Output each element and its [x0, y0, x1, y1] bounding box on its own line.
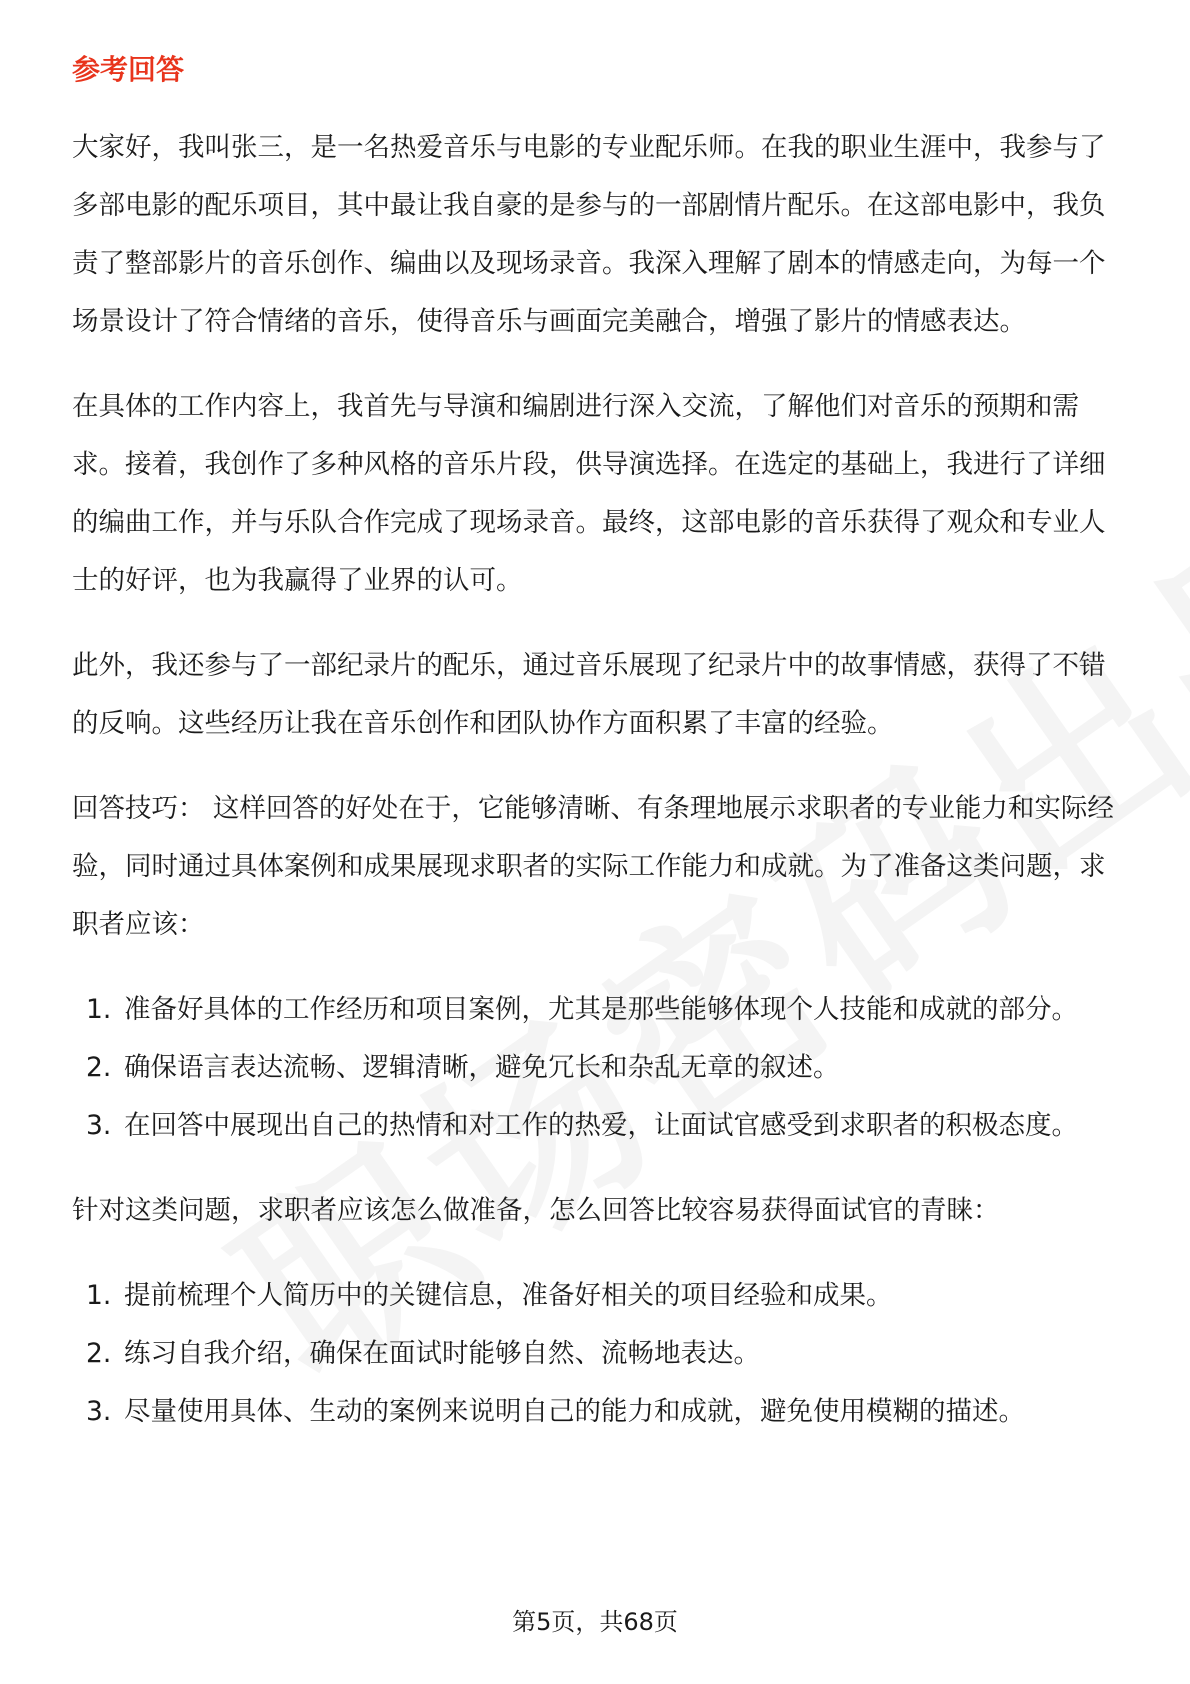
- list-item-number: 3.: [86, 1396, 112, 1427]
- list-item-text: 确保语言表达流畅、逻辑清晰，避免冗长和杂乱无章的叙述。: [124, 1052, 840, 1083]
- list-item-number: 1.: [86, 1280, 112, 1311]
- list-item: [72, 1097, 1124, 1155]
- list-item-number: 2.: [86, 1338, 112, 1369]
- list-item-text: 提前梳理个人简历中的关键信息，准备好相关的项目经验和成果。: [124, 1280, 893, 1311]
- list-item: [72, 1039, 1124, 1097]
- list-item: [72, 1325, 1124, 1383]
- page-number: 第5页，共68页: [512, 1608, 678, 1636]
- list-item-number: 2.: [86, 1052, 112, 1083]
- tips-list: [72, 981, 1124, 1155]
- paragraph-work-content: 在具体的工作内容上，我首先与导演和编剧进行深入交流，了解他们对音乐的预期和需求。接着，我创作了多种风格的音乐片段，供导演选择。在选定的基础上，我进行了详细的编曲工作，并与乐队合作完成了现场录音。最终，这部电影的音乐获得了观众和专业人士的好评，也为我赢得了业界的认可。: [72, 391, 1106, 596]
- list-item: [72, 1267, 1124, 1325]
- list-item-number: 1.: [86, 994, 112, 1025]
- list-item-text: 尽量使用具体、生动的案例来说明自己的能力和成就，避免使用模糊的描述。: [124, 1396, 1025, 1427]
- list-item: [72, 1383, 1124, 1441]
- paragraph-preparation: 针对这类问题，求职者应该怎么做准备，怎么回答比较容易获得面试官的青睐：: [72, 1195, 1000, 1226]
- preparation-list: [72, 1267, 1124, 1441]
- list-item-number: 3.: [86, 1110, 112, 1141]
- list-item-text: 准备好具体的工作经历和项目案例，尤其是那些能够体现个人技能和成就的部分。: [124, 994, 1078, 1025]
- list-item: [72, 981, 1124, 1039]
- section-heading: 参考回答: [72, 53, 185, 86]
- paragraph-intro: 大家好，我叫张三，是一名热爱音乐与电影的专业配乐师。在我的职业生涯中，我参与了多部电影的配乐项目，其中最让我自豪的是参与的一部剧情片配乐。在这部电影中，我负责了整部影片的音乐创作、编曲以及现场录音。我深入理解了剧本的情感走向，为每一个场景设计了符合情绪的音乐，使得音乐与画面完美融合，增强了影片的情感表达。: [72, 132, 1106, 337]
- list-item-text: 在回答中展现出自己的热情和对工作的热爱，让面试官感受到求职者的积极态度。: [124, 1110, 1078, 1141]
- paragraph-documentary: 此外，我还参与了一部纪录片的配乐，通过音乐展现了纪录片中的故事情感，获得了不错的反响。这些经历让我在音乐创作和团队协作方面积累了丰富的经验。: [72, 650, 1106, 739]
- answer-content: [72, 119, 1124, 1468]
- paragraph-answer-tips: 回答技巧： 这样回答的好处在于，它能够清晰、有条理地展示求职者的专业能力和实际经验，同时通过具体案例和成果展现求职者的实际工作能力和成就。为了准备这类问题，求职者应该：: [72, 793, 1114, 940]
- list-item-text: 练习自我介绍，确保在面试时能够自然、流畅地表达。: [124, 1338, 760, 1369]
